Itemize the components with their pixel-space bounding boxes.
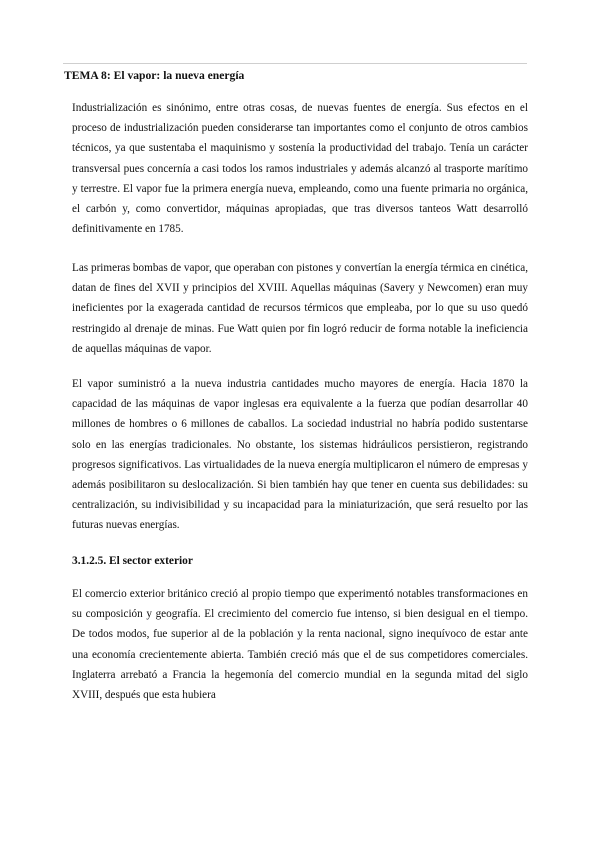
section-heading: 3.1.2.5. El sector exterior <box>72 555 193 567</box>
paragraph-foreign-trade: El comercio exterior británico creció al propio tiempo que experimentó notables transformaciones en su composición y geografía. El crecimiento del comercio fue intenso, si bien desigual en el tiempo. De todos modos, fue superior al de la población y la renta nacional, signo inequívoco de estar ante una economía crecientemente abierta. También creció más que el de sus competidores comerciales. Inglaterra arrebató a Francia la hegemonía del comercio mundial en la segunda mitad del siglo XVIII, después que esta hubiera <box>72 588 528 702</box>
paragraph-steam-supply: El vapor suministró a la nueva industria cantidades mucho mayores de energía. Hacia 1870 la capacidad de las máquinas de vapor inglesas era equivalente a la fuerza que podían desarrollar 40 millones de hombres o 6 millones de caballos. La sociedad industrial no habría podido sustentarse solo en las energías tradicionales. No obstante, los sistemas hidráulicos persistieron, registrando progresos significativos. Las virtualidades de la nueva energía multiplicaron el número de empresas y además posibilitaron su deslocalización. Si bien también hay que tener en cuenta sus debilidades: su centralización, su indivisibilidad y su incapacidad para la miniaturización, que será resuelto por las futuras nuevas energías. <box>72 378 528 532</box>
header-rule <box>63 63 527 64</box>
paragraph-steam-pumps: Las primeras bombas de vapor, que operaban con pistones y convertían la energía térmica en cinética, datan de fines del XVII y principios del XVIII. Aquellas máquinas (Savery y Newcomen) eran muy ineficientes por la exagerada cantidad de recursos térmicos que empleaba, por lo que su uso quedó restringido al drenaje de minas. Fue Watt quien por fin logró reducir de forma notable la ineficiencia de aquellas máquinas de vapor. <box>72 262 528 355</box>
paragraph-energy-sources: Industrialización es sinónimo, entre otras cosas, de nuevas fuentes de energía. Sus efectos en el proceso de industrialización pueden considerarse tan importantes como el conjunto de otros cambios técnicos, ya que sustentaba el maquinismo y sostenía la productividad del trabajo. Tenía un carácter transversal pues concernía a casi todos los ramos industriales y además alcanzó al trasporte marítimo y terrestre. El vapor fue la primera energía nueva, empleando, como una fuente primaria no orgánica, el carbón y, como convertidor, máquinas apropiadas, que tras diversos tanteos Watt desarrolló definitivamente en 1785. <box>72 102 528 236</box>
page-title: TEMA 8: El vapor: la nueva energía <box>64 69 245 82</box>
